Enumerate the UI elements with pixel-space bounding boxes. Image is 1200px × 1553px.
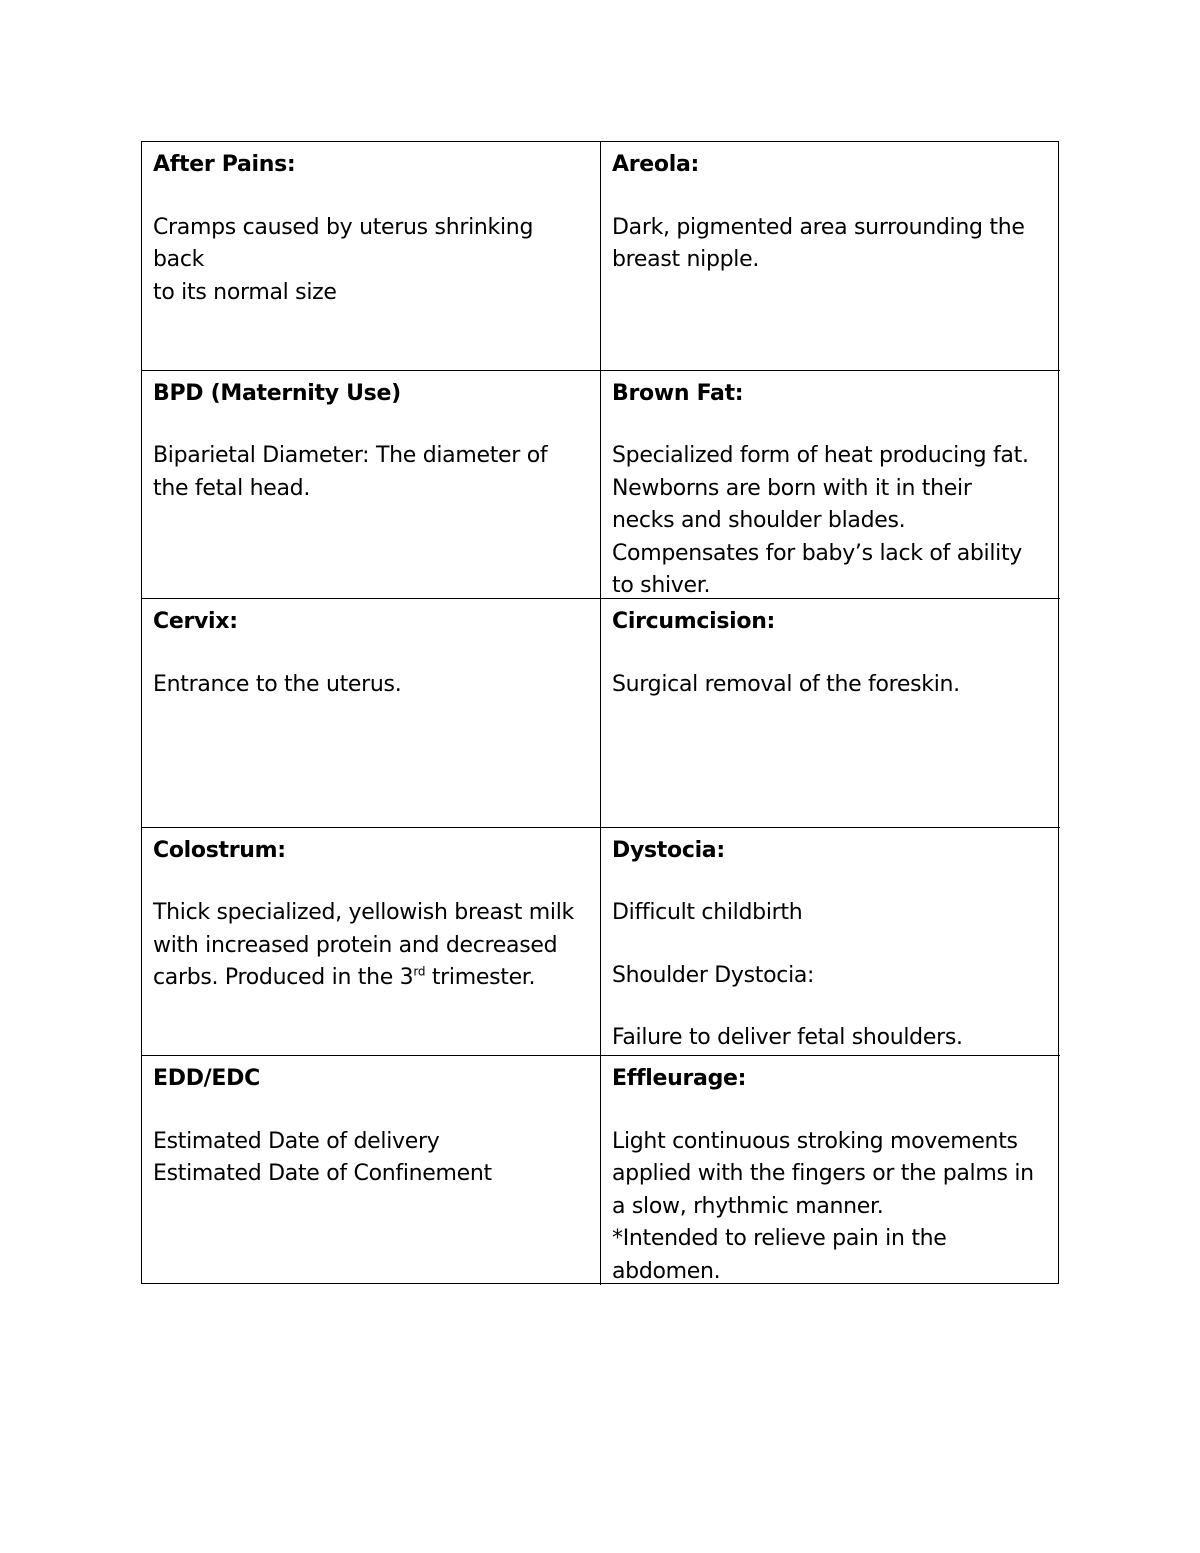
definition-line: Light continuous stroking movements [612, 1128, 1018, 1154]
definition-line: Specialized form of heat producing fat. [612, 443, 1029, 469]
definition-text: carbs. Produced in the 3 [153, 965, 414, 991]
term-label: Circumcision: [612, 609, 776, 635]
definition-line: Biparietal Diameter: The diameter of [153, 443, 548, 469]
definition-line: to shiver. [612, 573, 711, 599]
term-label: Effleurage: [612, 1066, 747, 1092]
term-label: BPD (Maternity Use) [153, 380, 401, 406]
term-label: EDD/EDC [153, 1066, 260, 1092]
card-effleurage [601, 1056, 1060, 1285]
card-cervix [142, 599, 601, 828]
card-after-pains [142, 142, 601, 371]
card-circumcision [601, 599, 1060, 828]
definition-line: breast nipple. [612, 247, 760, 272]
card-bpd [142, 371, 601, 600]
definition-line: Entrance to the uterus. [153, 671, 402, 697]
definition-line: necks and shoulder blades. [612, 508, 906, 534]
card-edd-edc [142, 1056, 601, 1285]
definition-line: abdomen. [612, 1258, 721, 1284]
definition-line: Thick specialized, yellowish breast milk [153, 900, 574, 926]
spacer [612, 992, 1050, 1022]
card-colostrum [142, 828, 601, 1057]
definition-line: Difficult childbirth [612, 900, 803, 926]
card-brown-fat [601, 371, 1060, 600]
term-label: Brown Fat: [612, 380, 744, 406]
term-label: Colostrum: [153, 837, 286, 863]
term-label: After Pains: [153, 152, 296, 177]
definition-line: with increased protein and decreased [153, 932, 558, 958]
definition-text: trimester. [425, 965, 536, 991]
term-label: Cervix: [153, 609, 238, 635]
ordinal-suffix: rd [413, 964, 426, 979]
term-label: Dystocia: [612, 837, 725, 863]
definition-line: Shoulder Dystocia: [612, 962, 815, 988]
definition-line: Dark, pigmented area surrounding the [612, 214, 1025, 240]
spacer [612, 930, 1050, 960]
definition-line: Failure to deliver fetal shoulders. [612, 1025, 963, 1051]
definition-line: Estimated Date of delivery [153, 1128, 440, 1154]
definition-line: a slow, rhythmic manner. [612, 1193, 884, 1219]
definition-line: Surgical removal of the foreskin. [612, 671, 960, 697]
definition-line: Compensates for baby’s lack of ability [612, 540, 1023, 566]
definition-line: Estimated Date of Confinement [153, 1161, 492, 1187]
definition-line: applied with the fingers or the palms in [612, 1161, 1034, 1187]
definition-line: *Intended to relieve pain in the [612, 1226, 947, 1252]
flashcard-table [141, 141, 1059, 1284]
term-label: Areola: [612, 152, 699, 177]
definition-line [153, 962, 590, 995]
definition-line: Newborns are born with it in their [612, 475, 972, 501]
definition-line: to its normal size [153, 279, 337, 305]
definition-line: the fetal head. [153, 475, 311, 501]
card-dystocia [601, 828, 1060, 1057]
card-areola [601, 142, 1060, 371]
definition-line: Cramps caused by uterus shrinking back [153, 214, 540, 272]
